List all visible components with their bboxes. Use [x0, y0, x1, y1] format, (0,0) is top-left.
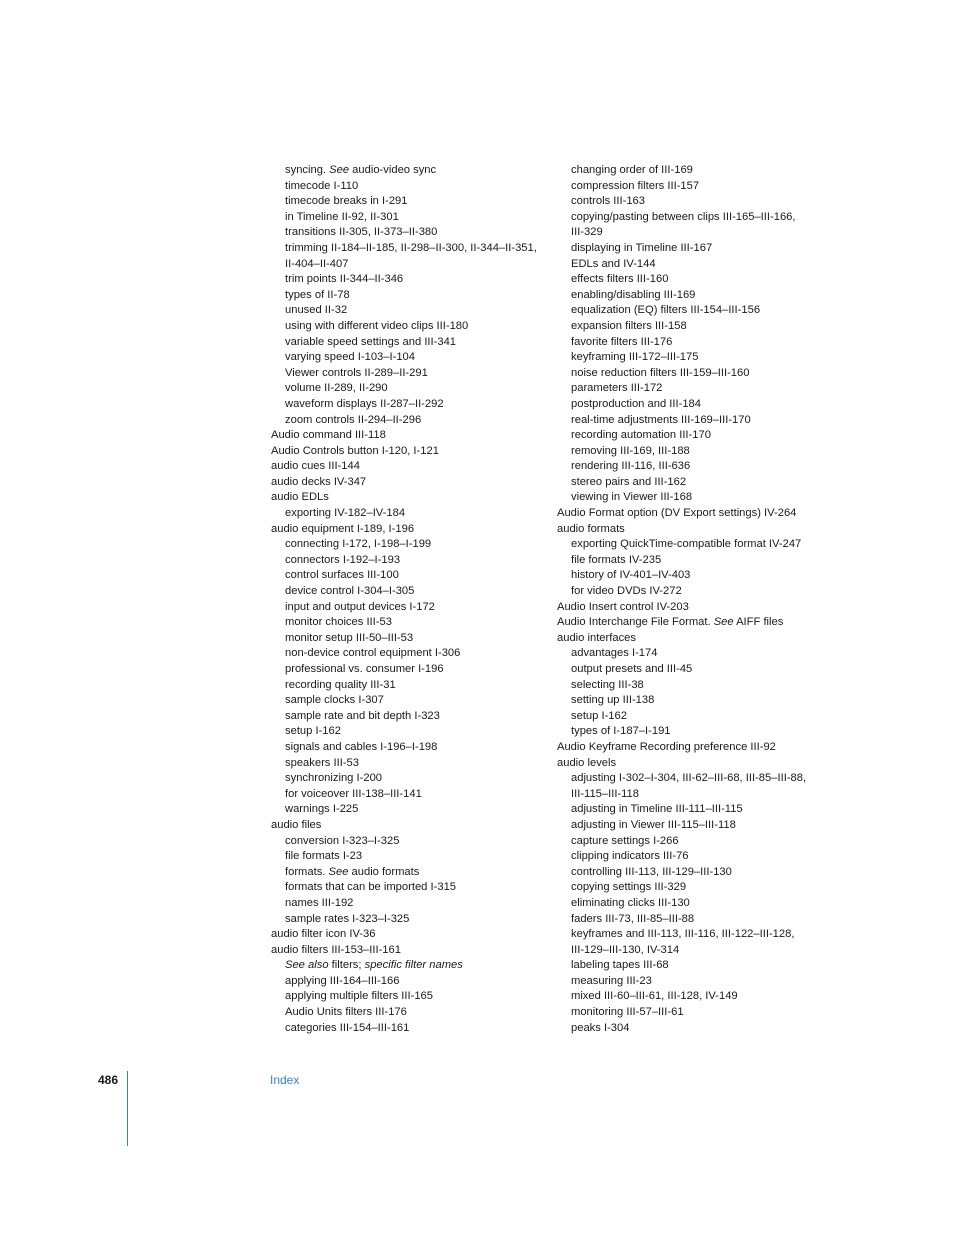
entry-text: sample rate and bit depth I-323	[285, 709, 440, 722]
entry-text: conversion I-323–I-325	[285, 834, 400, 847]
entry-text: noise reduction filters III-159–III-160	[571, 366, 750, 379]
index-subentry	[557, 834, 827, 850]
entry-text: exporting QuickTime-compatible format IV-247	[571, 538, 802, 551]
index-subentry	[271, 288, 551, 304]
index-subentry	[557, 288, 827, 304]
entry-text: waveform displays II-287–II-292	[285, 397, 444, 410]
entry-text: setting up III-138	[571, 694, 655, 707]
entry-text: formats.	[285, 865, 329, 878]
entry-text: volume II-289, II-290	[285, 382, 388, 395]
index-subentry	[557, 927, 827, 943]
index-entry	[557, 506, 827, 522]
entry-text: varying speed I-103–I-104	[285, 351, 415, 364]
index-subentry	[271, 163, 551, 179]
index-subentry	[271, 272, 551, 288]
entry-text: formats that can be imported I-315	[285, 881, 457, 894]
index-subentry	[557, 568, 827, 584]
entry-text: effects filters III-160	[571, 273, 669, 286]
index-subentry	[271, 662, 551, 678]
entry-text: Audio Interchange File Format.	[557, 616, 714, 629]
entry-text: favorite filters III-176	[571, 335, 673, 348]
entry-text: See	[329, 164, 350, 176]
index-subentry	[271, 210, 551, 226]
index-subentry	[557, 896, 827, 912]
entry-text: audio-video sync	[349, 164, 437, 176]
entry-text: warnings I-225	[285, 803, 359, 816]
entry-text: parameters III-172	[571, 382, 663, 395]
entry-text: specific filter names	[364, 959, 463, 972]
entry-text: viewing in Viewer III-168	[571, 491, 693, 504]
entry-text: audio equipment I-189, I-196	[271, 522, 415, 535]
entry-text: Audio command III-118	[271, 429, 386, 442]
index-subentry	[557, 350, 827, 366]
entry-text: mixed III-60–III-61, III-128, IV-149	[571, 990, 738, 1003]
index-subentry	[271, 834, 551, 850]
index-subentry	[557, 335, 827, 351]
entry-text: displaying in Timeline III-167	[571, 241, 713, 254]
index-subentry	[271, 568, 551, 584]
index-subentry	[271, 958, 551, 974]
index-subentry	[557, 241, 827, 257]
entry-text: audio filter icon IV-36	[271, 928, 376, 941]
entry-text: postproduction and III-184	[571, 397, 701, 410]
index-subentry	[557, 319, 827, 335]
entry-text: Audio Controls button I-120, I-121	[271, 444, 439, 457]
index-subentry	[557, 397, 827, 413]
entry-text: file formats IV-235	[571, 553, 662, 566]
entry-text: non-device control equipment I-306	[285, 647, 461, 660]
entry-text: transitions II-305, II-373–II-380	[285, 226, 438, 239]
entry-text: Audio Units filters III-176	[285, 1006, 407, 1019]
entry-text: for voiceover III-138–III-141	[285, 787, 422, 800]
index-subentry	[271, 506, 551, 522]
entry-text: categories III-154–III-161	[285, 1021, 410, 1034]
index-subentry	[271, 600, 551, 616]
index-subentry	[557, 225, 827, 241]
index-subentry	[271, 912, 551, 928]
entry-text: trimming II-184–II-185, II-298–II-300, II-344–II-351,	[285, 241, 537, 254]
entry-text: removing III-169, III-188	[571, 444, 690, 457]
index-entry	[271, 459, 551, 475]
index-entry	[557, 756, 827, 772]
entry-text: controlling III-113, III-129–III-130	[571, 865, 732, 878]
entry-text: AIFF files	[733, 616, 784, 629]
entry-text: rendering III-116, III-636	[571, 460, 691, 473]
index-subentry	[271, 319, 551, 335]
entry-text: output presets and III-45	[571, 663, 693, 675]
entry-text: file formats I-23	[285, 850, 363, 863]
index-subentry	[271, 413, 551, 429]
entry-text: audio formats	[557, 522, 625, 535]
entry-text: syncing.	[285, 164, 330, 176]
index-subentry	[557, 802, 827, 818]
index-subentry	[271, 896, 551, 912]
index-subentry	[557, 787, 827, 803]
index-subentry	[557, 444, 827, 460]
entry-text: connecting I-172, I-198–I-199	[285, 538, 432, 551]
index-entry	[557, 740, 827, 756]
entry-text: labeling tapes III-68	[571, 959, 669, 972]
index-subentry	[557, 1005, 827, 1021]
index-subentry	[271, 194, 551, 210]
index-subentry	[271, 724, 551, 740]
index-subentry	[557, 880, 827, 896]
entry-text: equalization (EQ) filters III-154–III-156	[571, 304, 761, 317]
index-subentry	[557, 693, 827, 709]
entry-text: recording automation III-170	[571, 429, 711, 442]
entry-text: stereo pairs and III-162	[571, 475, 687, 488]
index-subentry	[271, 537, 551, 553]
index-subentry	[271, 225, 551, 241]
entry-text: real-time adjustments III-169–III-170	[571, 413, 751, 426]
index-entry	[271, 818, 551, 834]
index-subentry	[557, 366, 827, 382]
index-subentry	[557, 958, 827, 974]
index-entry	[557, 615, 827, 631]
entry-text: input and output devices I-172	[285, 600, 435, 613]
entry-text: audio filters III-153–III-161	[271, 943, 401, 956]
entry-text: keyframing III-172–III-175	[571, 351, 699, 364]
index-subentry	[271, 241, 551, 257]
footer-divider	[127, 1071, 128, 1146]
entry-text: measuring III-23	[571, 974, 652, 987]
index-subentry	[557, 553, 827, 569]
entry-text: monitor setup III-50–III-53	[285, 631, 414, 644]
entry-text: EDLs and IV-144	[571, 257, 656, 270]
entry-text: signals and cables I-196–I-198	[285, 740, 438, 753]
index-subentry	[271, 989, 551, 1005]
index-subentry	[271, 849, 551, 865]
index-subentry	[557, 413, 827, 429]
index-subentry	[271, 802, 551, 818]
entry-text: III-129–III-130, IV-314	[571, 943, 680, 956]
entry-text: Audio Format option (DV Export settings) IV-264	[557, 507, 797, 520]
entry-text: faders III-73, III-85–III-88	[571, 912, 695, 925]
entry-text: compression filters III-157	[571, 179, 700, 192]
index-entry	[557, 522, 827, 538]
index-subentry	[557, 678, 827, 694]
entry-text: adjusting in Timeline III-111–III-115	[571, 803, 743, 816]
index-subentry	[557, 303, 827, 319]
index-subentry	[557, 709, 827, 725]
entry-text: variable speed settings and III-341	[285, 335, 457, 348]
entry-text: III-115–III-118	[571, 787, 639, 800]
entry-text: in Timeline II-92, II-301	[285, 210, 399, 223]
index-subentry	[557, 943, 827, 959]
index-subentry	[271, 646, 551, 662]
index-entry	[271, 522, 551, 538]
index-subentry	[271, 397, 551, 413]
index-subentry	[557, 818, 827, 834]
index-subentry	[557, 724, 827, 740]
index-subentry	[271, 1021, 551, 1037]
entry-text: applying III-164–III-166	[285, 974, 400, 987]
entry-text: See also	[285, 959, 329, 972]
entry-text: applying multiple filters III-165	[285, 990, 433, 1003]
entry-text: enabling/disabling III-169	[571, 288, 696, 301]
entry-text: speakers III-53	[285, 756, 359, 769]
entry-text: controls III-163	[571, 195, 645, 208]
index-subentry	[271, 350, 551, 366]
index-subentry	[557, 662, 827, 678]
entry-text: selecting III-38	[571, 678, 644, 691]
entry-text: audio levels	[557, 756, 617, 769]
entry-text: Audio Insert control IV-203	[557, 600, 689, 613]
entry-text: types of II-78	[285, 288, 350, 301]
index-entry	[271, 943, 551, 959]
index-subentry	[557, 257, 827, 273]
entry-text: monitoring III-57–III-61	[571, 1006, 684, 1019]
index-subentry	[271, 740, 551, 756]
entry-text: audio EDLs	[271, 491, 329, 504]
entry-text: sample rates I-323–I-325	[285, 912, 410, 925]
index-entry	[557, 600, 827, 616]
index-subentry	[557, 179, 827, 195]
entry-text: using with different video clips III-180	[285, 319, 469, 332]
index-subentry	[271, 615, 551, 631]
index-column-right	[557, 163, 827, 1036]
entry-text: advantages I-174	[571, 647, 658, 660]
entry-text: recording quality III-31	[285, 678, 396, 691]
index-entry	[271, 475, 551, 491]
entry-text: Viewer controls II-289–II-291	[285, 366, 428, 379]
index-subentry	[271, 771, 551, 787]
index-subentry	[271, 553, 551, 569]
section-label: Index	[270, 1073, 300, 1087]
index-subentry	[557, 475, 827, 491]
entry-text: connectors I-192–I-193	[285, 553, 401, 566]
index-subentry	[557, 163, 827, 179]
entry-text: zoom controls II-294–II-296	[285, 413, 422, 426]
index-column-left	[271, 163, 551, 1036]
entry-text: keyframes and III-113, III-116, III-122–III-128,	[571, 928, 795, 941]
entry-text: types of I-187–I-191	[571, 725, 671, 738]
index-subentry	[271, 303, 551, 319]
entry-text: setup I-162	[285, 725, 341, 738]
entry-text: for video DVDs IV-272	[571, 585, 682, 598]
index-subentry	[557, 537, 827, 553]
index-subentry	[271, 756, 551, 772]
entry-text: changing order of III-169	[571, 164, 693, 176]
index-subentry	[271, 381, 551, 397]
entry-text: See	[713, 616, 734, 629]
index-subentry	[557, 974, 827, 990]
entry-text: Audio Keyframe Recording preference III-92	[557, 740, 776, 753]
entry-text: audio cues III-144	[271, 460, 360, 473]
index-subentry	[271, 678, 551, 694]
index-subentry	[271, 880, 551, 896]
index-subentry	[557, 584, 827, 600]
index-subentry	[271, 257, 551, 273]
entry-text: clipping indicators III-76	[571, 850, 689, 863]
entry-text: See	[328, 865, 349, 878]
index-entry	[271, 490, 551, 506]
index-subentry	[557, 381, 827, 397]
index-subentry	[557, 989, 827, 1005]
index-subentry	[557, 1021, 827, 1037]
entry-text: eliminating clicks III-130	[571, 896, 690, 909]
entry-text: unused II-32	[285, 304, 348, 317]
entry-text: timecode I-110	[285, 179, 359, 192]
entry-text: control surfaces III-100	[285, 569, 399, 582]
index-subentry	[557, 865, 827, 881]
index-entry	[271, 428, 551, 444]
index-subentry	[271, 335, 551, 351]
index-subentry	[271, 366, 551, 382]
index-subentry	[271, 631, 551, 647]
entry-text: audio formats	[348, 865, 420, 878]
entry-text: expansion filters III-158	[571, 319, 687, 332]
entry-text: history of IV-401–IV-403	[571, 569, 691, 582]
index-entry	[557, 631, 827, 647]
entry-text: audio decks IV-347	[271, 475, 367, 488]
index-subentry	[271, 693, 551, 709]
entry-text: adjusting in Viewer III-115–III-118	[571, 818, 736, 831]
entry-text: filters;	[328, 959, 365, 972]
index-subentry	[271, 584, 551, 600]
index-subentry	[557, 272, 827, 288]
entry-text: device control I-304–I-305	[285, 585, 415, 598]
index-subentry	[271, 179, 551, 195]
entry-text: synchronizing I-200	[285, 772, 383, 785]
index-subentry	[557, 912, 827, 928]
entry-text: trim points II-344–II-346	[285, 273, 404, 286]
entry-text: capture settings I-266	[571, 834, 679, 847]
index-subentry	[271, 865, 551, 881]
entry-text: adjusting I-302–I-304, III-62–III-68, III-85–III-88,	[571, 772, 807, 785]
entry-text: exporting IV-182–IV-184	[285, 507, 406, 520]
entry-text: monitor choices III-53	[285, 616, 392, 629]
index-subentry	[271, 974, 551, 990]
index-subentry	[557, 459, 827, 475]
index-subentry	[271, 1005, 551, 1021]
index-subentry	[557, 428, 827, 444]
entry-text: audio files	[271, 818, 322, 831]
page-number: 486	[98, 1073, 119, 1087]
entry-text: sample clocks I-307	[285, 694, 384, 707]
index-entry	[271, 927, 551, 943]
index-subentry	[557, 194, 827, 210]
index-subentry	[271, 709, 551, 725]
entry-text: II-404–II-407	[285, 257, 349, 270]
entry-text: professional vs. consumer I-196	[285, 663, 444, 675]
entry-text: III-329	[571, 226, 603, 239]
index-subentry	[557, 646, 827, 662]
entry-text: copying/pasting between clips III-165–III-166,	[571, 210, 796, 223]
index-subentry	[557, 771, 827, 787]
index-entry	[271, 444, 551, 460]
entry-text: names III-192	[285, 896, 354, 909]
entry-text: peaks I-304	[571, 1021, 630, 1034]
index-subentry	[557, 490, 827, 506]
entry-text: timecode breaks in I-291	[285, 195, 408, 208]
entry-text: copying settings III-329	[571, 881, 687, 894]
entry-text: setup I-162	[571, 709, 627, 722]
index-subentry	[557, 210, 827, 226]
entry-text: audio interfaces	[557, 631, 636, 644]
index-subentry	[271, 787, 551, 803]
index-subentry	[557, 849, 827, 865]
